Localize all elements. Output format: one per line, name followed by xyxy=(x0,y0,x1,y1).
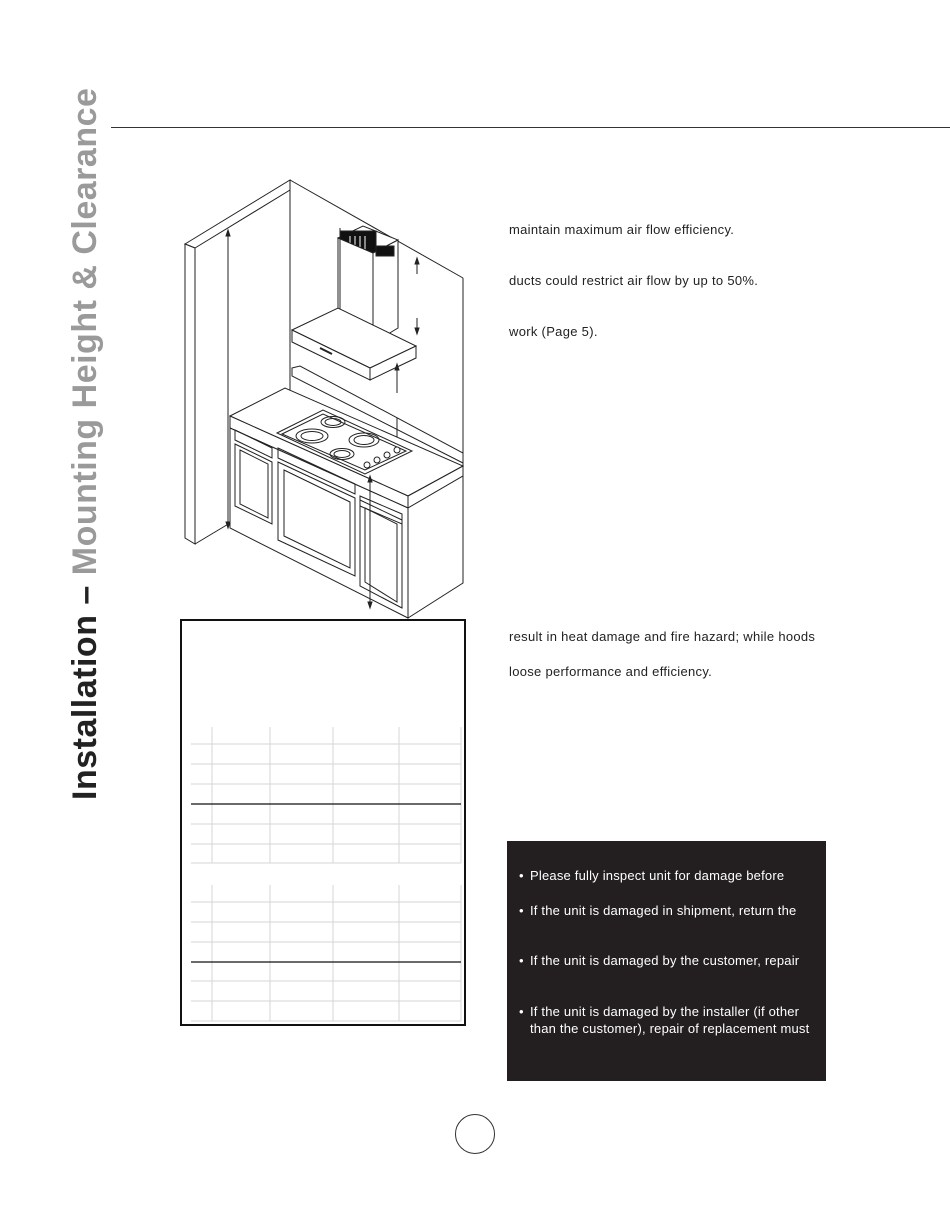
mounting-height-grid xyxy=(182,621,464,1024)
grid-bottom xyxy=(191,885,461,1021)
page-title-part2: Mounting Height & Clearance xyxy=(66,87,104,576)
bullet-icon: • xyxy=(519,868,524,883)
notice-item-line: than the customer), repair of replacement must xyxy=(530,1021,810,1036)
notice-item xyxy=(519,867,822,884)
page-title xyxy=(66,87,104,800)
header-rule xyxy=(111,127,950,128)
mounting-height-table-box xyxy=(180,619,466,1026)
bullet-icon: • xyxy=(519,1004,524,1019)
paragraph-heat-damage: result in heat damage and fire hazard; while hoods xyxy=(509,629,816,644)
paragraph-performance: loose performance and efficiency. xyxy=(509,664,713,679)
paragraph-ducts: ducts could restrict air flow by up to 50%. xyxy=(509,273,759,288)
hood-installation-illustration xyxy=(180,178,470,620)
bullet-icon: • xyxy=(519,903,524,918)
notice-item xyxy=(519,952,822,969)
dimension-line-left xyxy=(226,230,230,528)
dimension-line-chimney xyxy=(415,258,419,334)
page-title-part1: Installation – xyxy=(66,575,104,800)
notice-item-line: If the unit is damaged in shipment, return the xyxy=(530,903,797,918)
inspection-notice-box xyxy=(507,841,826,1081)
notice-item xyxy=(519,1003,822,1037)
notice-item-line: If the unit is damaged by the installer (if other xyxy=(530,1004,800,1019)
paragraph-page-ref: work (Page 5). xyxy=(509,324,598,339)
notice-item-line: Please fully inspect unit for damage before xyxy=(530,868,785,883)
notice-item xyxy=(519,902,822,919)
paragraph-airflow: maintain maximum air flow efficiency. xyxy=(509,222,735,237)
bullet-icon: • xyxy=(519,953,524,968)
notice-item-line: If the unit is damaged by the customer, repair xyxy=(530,953,800,968)
page-number-circle xyxy=(455,1114,495,1154)
grid-top xyxy=(191,727,461,863)
